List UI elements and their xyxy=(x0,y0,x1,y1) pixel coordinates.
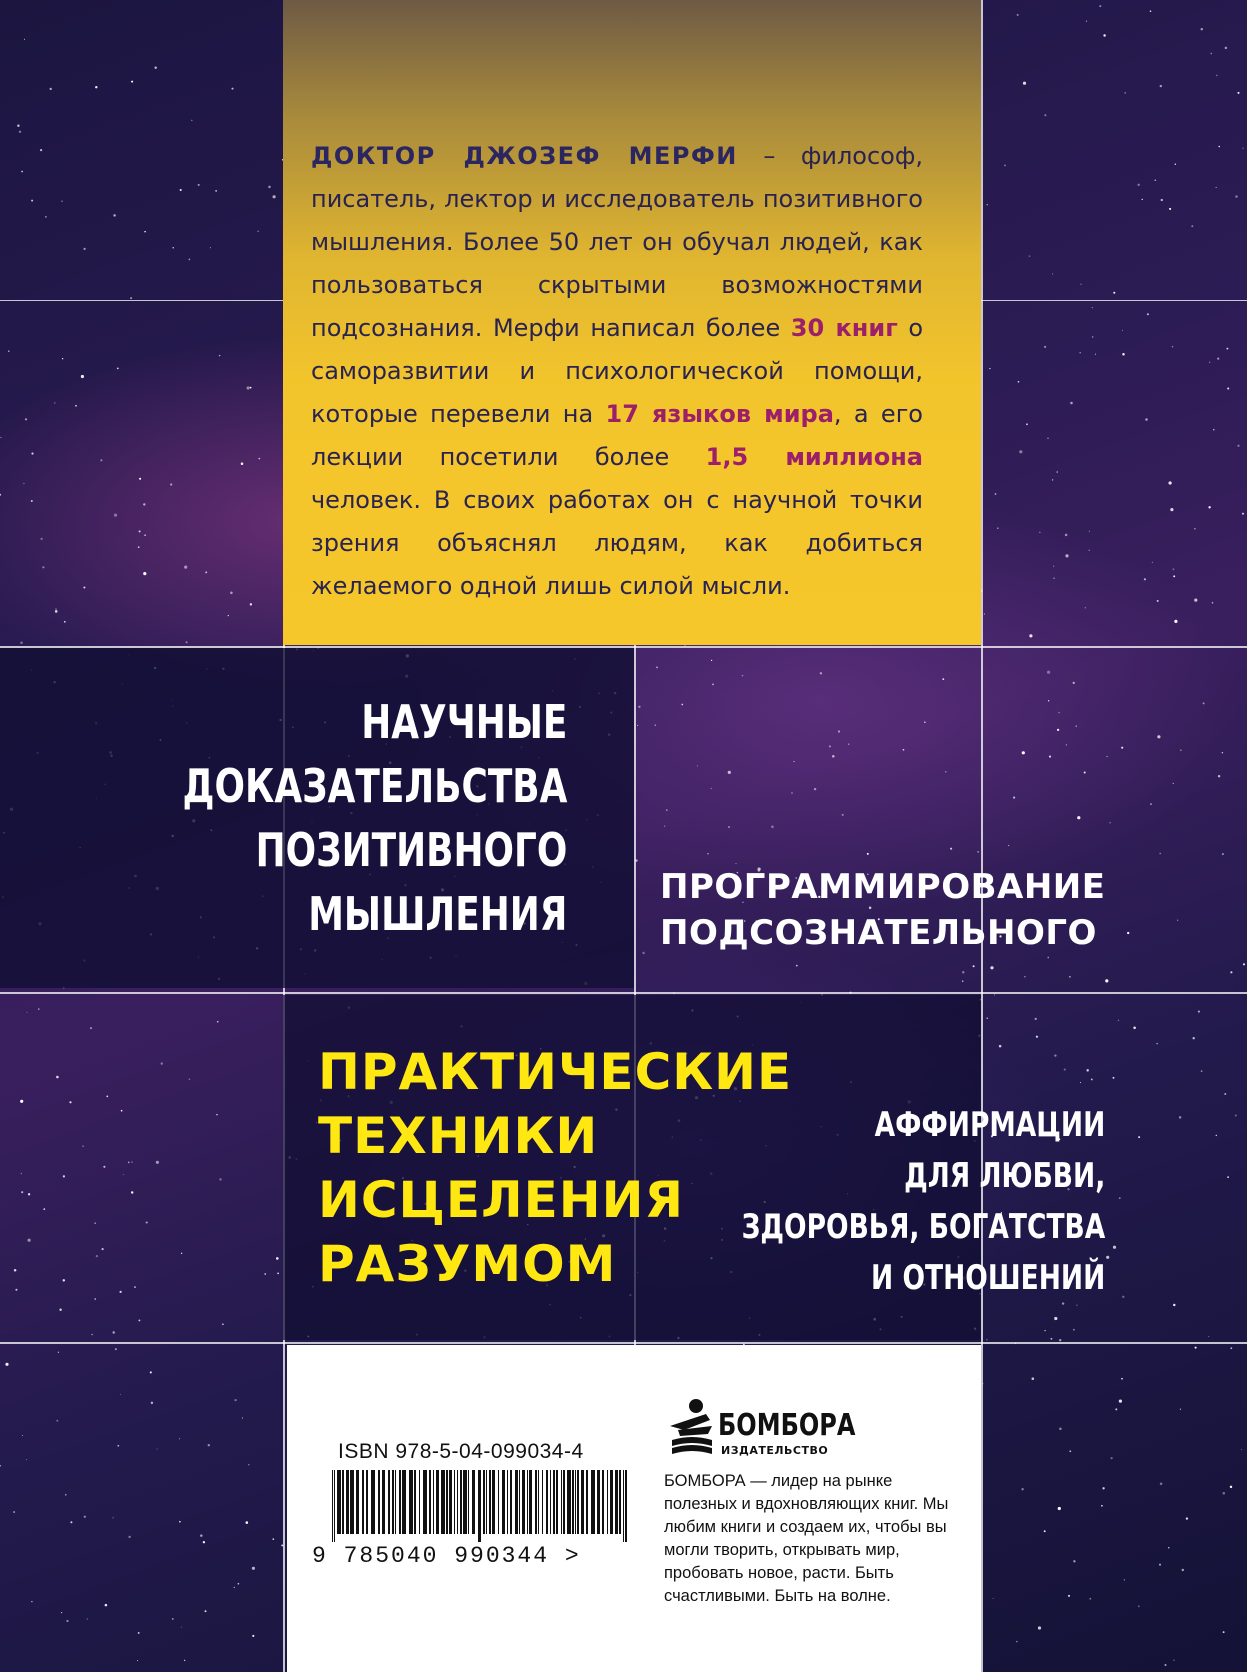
bio-text-part: о саморазвитии и психологической помощи, которые перевели на xyxy=(311,314,923,428)
grid-line xyxy=(0,992,1247,994)
heading-line: ПОЗИТИВНОГО xyxy=(255,823,567,877)
heading-affirmations xyxy=(741,1100,1105,1304)
heading-line: И ОТНОШЕНИЙ xyxy=(870,1258,1105,1298)
bio-text-part: – философ, писатель, лектор и исследователь позитивного мышления. Более 50 лет он обучал людей, как пользоваться скрытыми возможностями подсознания. Мерфи написал более xyxy=(311,142,923,342)
publisher-name: БОМБОРА xyxy=(718,1408,856,1443)
heading-line: НАУЧНЫЕ xyxy=(360,695,567,749)
heading-line: ПРАКТИЧЕСКИЕ xyxy=(318,1043,793,1101)
heading-line: МЫШЛЕНИЯ xyxy=(307,887,567,941)
heading-line: ЗДОРОВЬЯ, БОГАТСТВА xyxy=(741,1207,1105,1247)
heading-scientific-evidence xyxy=(182,690,567,946)
highlight-books: 30 книг xyxy=(790,314,898,342)
publisher-description: БОМБОРА — лидер на рынке полезных и вдохновляющих книг. Мы любим книги и создаем их, чтобы вы могли творить, открывать мир, пробовать новое, расти. Быть счастливыми. Быть на волне. xyxy=(664,1472,949,1605)
highlight-visitors: 1,5 миллиона xyxy=(705,443,923,471)
grid-line xyxy=(981,0,983,1672)
heading-line: АФФИРМАЦИИ xyxy=(874,1105,1105,1145)
bio-text-part: человек. В своих работах он с научной точки зрения объяснял людям, как добиться желаемого одной лишь силой мысли. xyxy=(311,486,923,600)
publisher-subtitle: ИЗДАТЕЛЬСТВО xyxy=(721,1444,829,1457)
author-bio-panel xyxy=(283,0,981,645)
heading-programming xyxy=(660,864,1105,956)
heading-line: ИСЦЕЛЕНИЯ xyxy=(318,1171,684,1229)
isbn-label: ISBN 978-5-04-099034-4 xyxy=(338,1440,584,1463)
bio-text-part: , а его лекции посетили более xyxy=(311,400,923,471)
heading-line: ПОДСОЗНАТЕЛЬНОГО xyxy=(660,913,1097,953)
author-bio xyxy=(311,135,923,608)
heading-line: ТЕХНИКИ xyxy=(318,1107,599,1165)
barcode-digits: 9 785040 990344 > xyxy=(312,1543,581,1569)
heading-line: ДОКАЗАТЕЛЬСТВА xyxy=(182,759,567,813)
heading-line: ДЛЯ ЛЮБВИ, xyxy=(903,1156,1105,1196)
heading-line: ПРОГРАММИРОВАНИЕ xyxy=(660,867,1106,907)
heading-line: РАЗУМОМ xyxy=(318,1235,617,1293)
bombora-logo-icon xyxy=(666,1396,718,1458)
heading-practical-techniques xyxy=(318,1040,792,1296)
grid-line xyxy=(0,1342,1247,1344)
author-name: ДОКТОР ДЖОЗЕФ МЕРФИ xyxy=(311,142,738,170)
highlight-languages: 17 языков мира xyxy=(605,400,834,428)
barcode-image xyxy=(332,1470,632,1542)
